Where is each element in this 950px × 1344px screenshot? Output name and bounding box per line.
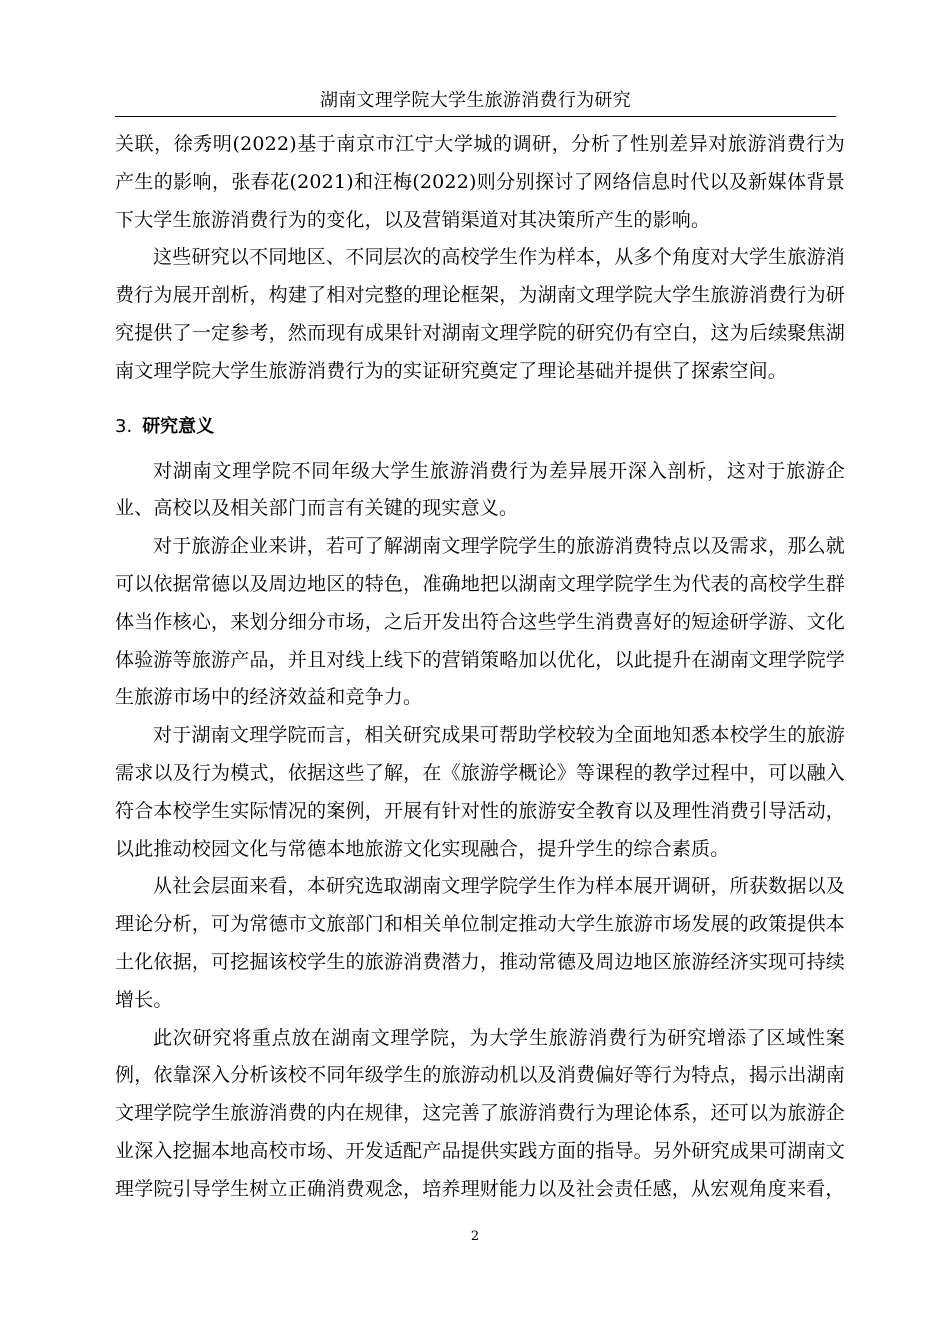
- section-title: 研究意义: [142, 415, 215, 437]
- section-heading: [115, 412, 845, 442]
- paragraph-research-focus: 此次研究将重点放在湖南文理学院，为大学生旅游消费行为研究增添了区域性案例，依靠深入分析该校不同年级学生的旅游动机以及消费偏好等行为特点，揭示出湖南文理学院学生旅游消费的内在规律，这完善了旅游消费行为理论体系，还可以为旅游企业深入挖掘本地高校市场、开发适配产品提供实践方面的指导。另外研究成果可湖南文理学院引导学生树立正确消费观念，培养理财能力以及社会责任感，从宏观角度来看，: [115, 1026, 845, 1200]
- paragraph-tourism-enterprises: 对于旅游企业来讲，若可了解湖南文理学院学生的旅游消费特点以及需求，那么就可以依据常德以及周边地区的特色，准确地把以湖南文理学院学生为代表的高校学生群体当作核心，来划分细分市场，之后开发出符合这些学生消费喜好的短途研学游、文化体验游等旅游产品，并且对线上线下的营销策略加以优化，以此提升在湖南文理学院学生旅游市场中的经济效益和竞争力。: [115, 535, 845, 709]
- page-number: 2: [470, 1229, 480, 1244]
- paragraph-continued: 关联，徐秀明(2022)基于南京市江宁大学城的调研，分析了性别差异对旅游消费行为产生的影响，张春花(2021)和汪梅(2022)则分别探讨了网络信息时代以及新媒体背景下大学生旅游消费行为的变化，以及营销渠道对其决策所产生的影响。: [115, 133, 845, 231]
- paragraph-literature-summary: 这些研究以不同地区、不同层次的高校学生作为样本，从多个角度对大学生旅游消费行为展开剖析，构建了相对完整的理论框架，为湖南文理学院大学生旅游消费行为研究提供了一定参考，然而现有成果针对湖南文理学院的研究仍有空白，这为后续聚焦湖南文理学院大学生旅游消费行为的实证研究奠定了理论基础并提供了探索空间。: [115, 246, 845, 382]
- document-body: [115, 126, 845, 1209]
- running-header: 湖南文理学院大学生旅游消费行为研究: [319, 90, 632, 111]
- paragraph-significance-intro: 对湖南文理学院不同年级大学生旅游消费行为差异展开深入剖析，这对于旅游企业、高校以及相关部门而言有关键的现实意义。: [115, 459, 845, 520]
- paragraph-society: 从社会层面来看，本研究选取湖南文理学院学生作为样本展开调研，所获数据以及理论分析，可为常德市文旅部门和相关单位制定推动大学生旅游市场发展的政策提供本土化依据，可挖掘该校学生的旅游消费潜力，推动常德及周边地区旅游经济实现可持续增长。: [115, 875, 845, 1011]
- header-rule: [115, 116, 836, 117]
- paragraph-university: 对于湖南文理学院而言，相关研究成果可帮助学校较为全面地知悉本校学生的旅游需求以及行为模式，依据这些了解，在《旅游学概论》等课程的教学过程中，可以融入符合本校学生实际情况的案例，开展有针对性的旅游安全教育以及理性消费引导活动，以此推动校园文化与常德本地旅游文化实现融合，提升学生的综合素质。: [115, 724, 845, 860]
- section-number: 3.: [115, 415, 133, 437]
